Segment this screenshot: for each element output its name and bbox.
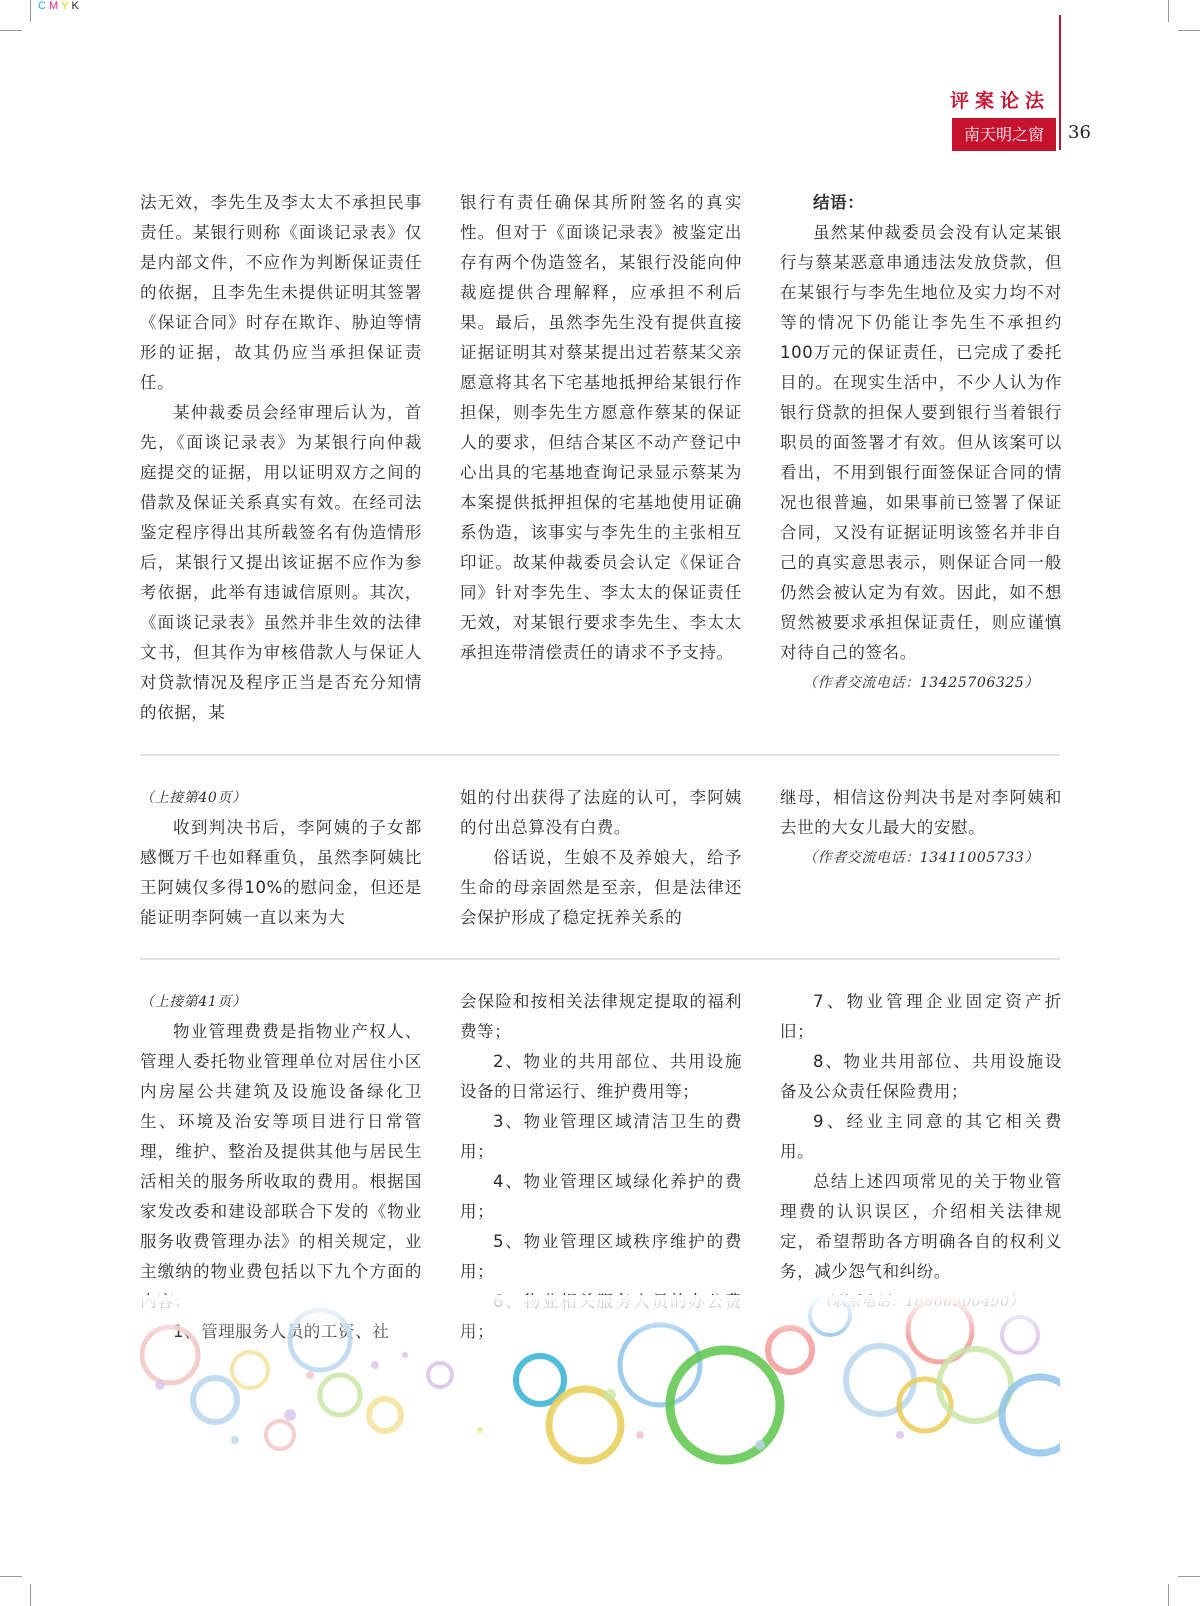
- paragraph: 银行有责任确保其所附签名的真实性。但对于《面谈记录表》被鉴定出存有两个伪造签名，某银行没能向仲裁庭提供合理解释，应承担不利后果。最后，虽然李先生没有提供直接证据证明其对蔡某提出过若蔡某父亲愿意将其名下宅基地抵押给某银行作担保，则李先生方愿意作蔡某的保证人的要求，但结合某区不动产登记中心出具的宅基地查询记录显示蔡某为本案提供抵押担保的宅基地使用证确系伪造，该事实与李先生的主张相互印证。故某仲裁委员会认定《保证合同》针对李先生、李太太的保证责任无效，对某银行要求李先生、李太太承担连带清偿责任的请求不予支持。: [460, 193, 742, 662]
- conclusion-heading: 结语：: [813, 193, 865, 212]
- cmyk-y: Y: [61, 0, 72, 12]
- article3-column-2: [460, 987, 742, 1347]
- paragraph: 物业管理费费是指物业产权人、管理人委托物业管理单位对居住小区内房屋公共建筑及设施设备绿化卫生、环境及治安等项目进行日常管理，维护、整治及提供其他与居民生活相关的服务所收取的费用。根据国家发改委和建设部联合下发的《物业服务收费管理办法》的相关规定，业主缴纳的物业费包括以下九个方面的: [140, 1022, 422, 1281]
- crop-mark: [30, 1584, 31, 1606]
- list-item: 7、物业管理企业固定资产折旧；: [780, 992, 1062, 1041]
- article1-column-2: [460, 188, 742, 668]
- header-red-rule: [1059, 15, 1061, 150]
- crop-mark: [1178, 1576, 1200, 1577]
- paragraph: 法无效，李先生及李太太不承担民事责任。某银行则称《面谈记录表》仅是内部文件，不应作为判断保证责任的依据，且李先生未提供证明其签署《保证合同》时存在欺诈、胁迫等情形的证据，故其仍应当承担保证责任。: [140, 193, 422, 392]
- crop-mark: [1168, 1584, 1169, 1606]
- crop-mark: [1168, 0, 1169, 22]
- crop-mark: [1178, 30, 1200, 31]
- article2-column-3: [780, 783, 1062, 873]
- paragraph: 继母，相信这份判决书是对李阿姨和去世的大女儿最大的安慰。: [780, 788, 1062, 837]
- paragraph: 某仲裁委员会经审理后认为，首先，《面谈记录表》为某银行向仲裁庭提交的证据，用以证明双方之间的借款及保证关系真实有效。在经司法鉴定程序得出其所载签名有伪造情形后，某银行又提出该证据不应作为参考依据，此举有违诚信原则。其次，《面谈记录表》虽然并非生效的法律文书，但其作为审核借款人与保证人对贷款情况及程序正当是否充分知情的依据，某: [140, 403, 422, 722]
- article3-column-1: [140, 987, 422, 1347]
- brand-label: 南天明之窗: [952, 118, 1056, 151]
- page-number: 36: [1068, 122, 1091, 143]
- list-item: 2、物业的共用部位、共用设施设备的日常运行、维护费用等；: [460, 1052, 742, 1101]
- cmyk-c: C: [38, 0, 49, 12]
- paragraph: 会保险和按相关法律规定提取的福利费等；: [460, 992, 742, 1041]
- article1-column-1: [140, 188, 422, 728]
- list-item: 3、物业管理区域清洁卫生的费用；: [460, 1112, 742, 1161]
- crop-mark: [30, 0, 31, 22]
- author-contact: （作者交流电话：13425706325）: [803, 675, 1039, 691]
- cmyk-m: M: [48, 0, 62, 12]
- cmyk-k: K: [71, 0, 82, 12]
- author-contact: （作者交流电话：13411005733）: [803, 850, 1039, 866]
- crop-mark: [0, 1576, 22, 1577]
- paragraph: 俗话说，生娘不及养娘大，给予生命的母亲固然是至亲，但是法律还会保护形成了稳定抚养关系的: [460, 848, 742, 927]
- continued-from-note: （上接第40页）: [140, 790, 247, 806]
- list-item: 8、物业共用部位、共用设施设备及公众责任保险费用；: [780, 1052, 1062, 1101]
- article1-column-3: [780, 188, 1062, 698]
- decorative-rings-illustration: [140, 1295, 1060, 1465]
- section-divider: [140, 754, 1060, 756]
- paragraph: 姐的付出获得了法庭的认可，李阿姨的付出总算没有白费。: [460, 788, 742, 837]
- article2-column-1: [140, 783, 422, 933]
- list-item: 9、经业主同意的其它相关费用。: [780, 1112, 1062, 1161]
- paragraph: 总结上述四项常见的关于物业管理费的认识误区，介绍相关法律规定，希望帮助各方明确各自的权利义务，减少怨气和纠纷。: [780, 1172, 1062, 1281]
- article2-column-2: [460, 783, 742, 933]
- article3-column-3: [780, 987, 1062, 1317]
- crop-mark: [0, 30, 22, 31]
- paragraph: 虽然某仲裁委员会没有认定某银行与蔡某恶意串通违法发放贷款，但在某银行与李先生地位及实力均不对等的情况下仍能让李先生不承担约100万元的保证责任，已完成了委托目的。在现实生活中，不少人认为作银行贷款的担保人要到银行当着银行职员的面签署才有效。但从该案可以看出，不用到银行面签保证合同的情况也很普遍，如果事前已签署了保证合同，又没有证据证明该签名并非自己的真实意思表示，则保证合同一般仍然会被认定为有效。因此，如不想贸然被要求承担保证责任，则应谨慎对待自己的签名。: [780, 223, 1062, 662]
- section-divider: [140, 958, 1060, 960]
- continued-from-note: （上接第41页）: [140, 994, 247, 1010]
- list-item: 5、物业管理区域秩序维护的费用；: [460, 1232, 742, 1281]
- section-title: 评案论法: [949, 90, 1050, 112]
- cmyk-color-bar: [38, 0, 82, 12]
- paragraph: 收到判决书后，李阿姨的子女都感慨万千也如释重负，虽然李阿姨比王阿姨仅多得10%的慰问金，但还是能证明李阿姨一直以来为大: [140, 818, 422, 927]
- list-item: 4、物业管理区域绿化养护的费用；: [460, 1172, 742, 1221]
